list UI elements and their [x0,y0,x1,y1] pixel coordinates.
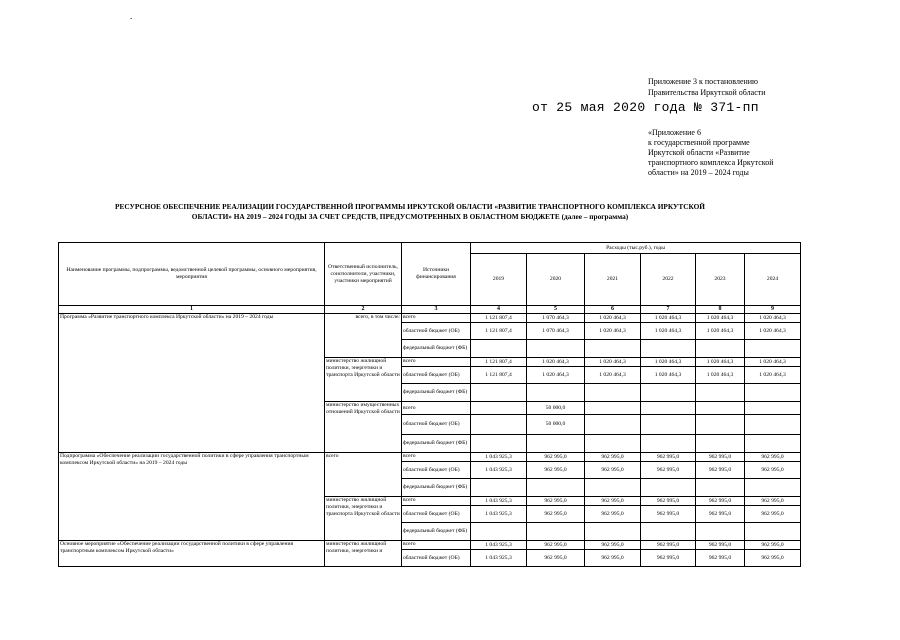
value-cell: 50 000,0 [527,402,585,415]
value-cell: 1 020 464,3 [745,367,801,384]
value-cell: 1 043 925,3 [471,550,527,567]
value-cell: 962 995,0 [585,462,641,479]
value-cell [745,415,801,435]
value-cell: 1 020 464,3 [527,358,585,367]
value-cell [745,402,801,415]
source-cell: федеральный бюджет (ФБ) [402,523,471,541]
value-cell: 1 020 464,3 [641,358,696,367]
value-cell: 1 020 464,3 [696,358,745,367]
value-cell [585,384,641,402]
header-year: 2022 [641,254,696,306]
executor-cell: министерство жилищной политики, энергетики и транспорта Иркутской области [325,358,402,402]
appendix-line: Приложение 3 к постановлению [648,77,759,86]
value-cell: 962 995,0 [745,462,801,479]
source-cell: федеральный бюджет (ФБ) [402,479,471,497]
value-cell: 1 020 464,3 [696,323,745,340]
source-cell: областной бюджет (ОБ) [402,506,471,523]
document-title [60,202,760,222]
value-cell: 962 995,0 [585,541,641,550]
scan-mark: . [130,11,133,21]
value-cell: 962 995,0 [641,462,696,479]
value-cell: 962 995,0 [527,506,585,523]
value-cell [471,523,527,541]
value-cell [641,340,696,358]
value-cell: 962 995,0 [585,453,641,462]
value-cell: 1 020 464,3 [641,323,696,340]
value-cell: 962 995,0 [641,506,696,523]
value-cell [696,340,745,358]
column-number: 2 [325,306,402,314]
table-row [59,541,801,550]
value-cell [641,402,696,415]
source-cell: всего [402,358,471,367]
order-reference: от 25 мая 2020 года № 371-пп [532,100,759,115]
value-cell: 962 995,0 [696,541,745,550]
value-cell: 962 995,0 [696,506,745,523]
subprogram-name: Подпрограмма «Обеспечение реализации государственной политики в сфере управления транспортным комплексом Иркутской области» на 2019 – 2024 годы [59,453,325,541]
value-cell: 962 995,0 [696,462,745,479]
annex-line: к государственной программе [648,138,750,147]
value-cell [641,415,696,435]
value-cell: 1 020 464,3 [641,314,696,323]
executor-cell: министерство жилищной политики, энергетики и транспорта Иркутской области [325,497,402,541]
annex-reference [648,128,774,178]
value-cell [585,479,641,497]
value-cell: 962 995,0 [527,462,585,479]
value-cell: 1 020 464,3 [745,323,801,340]
value-cell [471,402,527,415]
value-cell [471,435,527,453]
value-cell [745,340,801,358]
column-number: 8 [696,306,745,314]
value-cell [527,384,585,402]
value-cell: 962 995,0 [527,497,585,506]
value-cell: 1 020 464,3 [585,358,641,367]
value-cell: 1 043 925,3 [471,506,527,523]
value-cell [641,384,696,402]
value-cell: 1 020 464,3 [527,367,585,384]
value-cell [527,523,585,541]
source-cell: всего [402,541,471,550]
source-cell: областной бюджет (ОБ) [402,367,471,384]
value-cell: 962 995,0 [527,550,585,567]
value-cell: 962 995,0 [745,506,801,523]
value-cell: 962 995,0 [641,541,696,550]
value-cell [641,479,696,497]
value-cell: 962 995,0 [585,506,641,523]
column-number: 1 [59,306,325,314]
value-cell: 962 995,0 [641,453,696,462]
column-number: 9 [745,306,801,314]
value-cell: 1 121 807,4 [471,323,527,340]
value-cell: 1 070 464,3 [527,314,585,323]
value-cell: 1 043 925,3 [471,541,527,550]
value-cell: 962 995,0 [696,497,745,506]
header-executor: Ответственный исполнитель, соисполнители, участники, участники мероприятий [325,243,402,306]
executor-cell: всего [325,453,402,497]
value-cell [585,402,641,415]
value-cell [527,435,585,453]
header-name: Наименование программы, подпрограммы, ведомственной целевой программы, основного мероприятия, мероприятия [59,243,325,306]
source-cell: федеральный бюджет (ФБ) [402,384,471,402]
value-cell: 1 121 807,4 [471,314,527,323]
source-cell: областной бюджет (ОБ) [402,323,471,340]
header-year: 2024 [745,254,801,306]
header-source: Источники финансирования [402,243,471,306]
column-number: 7 [641,306,696,314]
header-year: 2020 [527,254,585,306]
value-cell: 962 995,0 [696,550,745,567]
source-cell: всего [402,497,471,506]
source-cell: федеральный бюджет (ФБ) [402,340,471,358]
value-cell: 1 043 925,3 [471,453,527,462]
source-cell: областной бюджет (ОБ) [402,415,471,435]
value-cell: 1 121 807,4 [471,358,527,367]
source-cell: всего [402,453,471,462]
value-cell: 1 020 464,3 [585,314,641,323]
value-cell: 962 995,0 [527,541,585,550]
source-cell: всего [402,402,471,415]
source-cell: областной бюджет (ОБ) [402,462,471,479]
annex-line: Иркутской области «Развитие [648,148,750,157]
executor-cell: министерство жилищной политики, энергетики и [325,541,402,567]
header-year: 2019 [471,254,527,306]
value-cell: 1 020 464,3 [585,367,641,384]
source-cell: всего [402,314,471,323]
title-line: ОБЛАСТИ» НА 2019 – 2024 ГОДЫ ЗА СЧЕТ СРЕДСТВ, ПРЕДУСМОТРЕННЫХ В ОБЛАСТНОМ БЮДЖЕТЕ (далее – программа) [191,212,629,221]
header-year: 2023 [696,254,745,306]
appendix-line: Правительства Иркутской области [648,88,766,97]
value-cell: 1 043 925,3 [471,497,527,506]
value-cell: 1 121 807,4 [471,367,527,384]
annex-line: транспортного комплекса Иркутской [648,158,774,167]
value-cell [641,523,696,541]
executor-cell: всего, в том числе: [325,314,402,358]
value-cell [585,523,641,541]
table-row [59,314,801,323]
value-cell [471,340,527,358]
value-cell: 962 995,0 [527,453,585,462]
value-cell [745,523,801,541]
value-cell: 962 995,0 [641,550,696,567]
value-cell [696,402,745,415]
value-cell [585,435,641,453]
column-number: 6 [585,306,641,314]
value-cell [696,523,745,541]
value-cell: 1 020 464,3 [745,314,801,323]
value-cell [745,435,801,453]
source-cell: федеральный бюджет (ФБ) [402,435,471,453]
appendix-header [648,76,766,98]
value-cell: 50 000,0 [527,415,585,435]
value-cell [696,384,745,402]
value-cell: 962 995,0 [585,550,641,567]
header-year: 2021 [585,254,641,306]
program-name: Программа «Развитие транспортного комплекса Иркутской области» на 2019 – 2024 годы [59,314,325,453]
value-cell: 962 995,0 [641,497,696,506]
value-cell: 1 020 464,3 [641,367,696,384]
annex-line: области» на 2019 – 2024 годы [648,168,749,177]
value-cell: 1 020 464,3 [745,358,801,367]
value-cell: 962 995,0 [585,497,641,506]
executor-cell: министерство имущественных отношений Иркутской области [325,402,402,453]
value-cell [585,340,641,358]
source-cell: областной бюджет (ОБ) [402,550,471,567]
title-line: РЕСУРСНОЕ ОБЕСПЕЧЕНИЕ РЕАЛИЗАЦИИ ГОСУДАРСТВЕННОЙ ПРОГРАММЫ ИРКУТСКОЙ ОБЛАСТИ «РАЗВИТИЕ ТРАНСПОРТНОГО КОМПЛЕКСА ИРКУТСКОЙ [115,202,705,211]
resource-table [58,242,801,567]
annex-line: «Приложение 6 [648,128,701,137]
value-cell [585,415,641,435]
value-cell: 962 995,0 [696,453,745,462]
value-cell [745,479,801,497]
value-cell [745,384,801,402]
value-cell: 962 995,0 [745,497,801,506]
value-cell: 962 995,0 [745,453,801,462]
value-cell [696,479,745,497]
table-row [59,453,801,462]
value-cell: 1 020 464,3 [696,367,745,384]
value-cell: 1 043 925,3 [471,462,527,479]
main-event-name: Основное мероприятие «Обеспечение реализации государственной политики в сфере управления транспортным комплексом Иркутской области» [59,541,325,567]
column-number: 5 [527,306,585,314]
header-expenses: Расходы (тыс.руб.), годы [471,243,801,254]
value-cell: 962 995,0 [745,550,801,567]
value-cell [527,479,585,497]
column-number: 4 [471,306,527,314]
value-cell: 1 070 464,3 [527,323,585,340]
value-cell [471,384,527,402]
value-cell [696,435,745,453]
value-cell [696,415,745,435]
value-cell [471,415,527,435]
column-number: 3 [402,306,471,314]
value-cell: 1 020 464,3 [696,314,745,323]
value-cell: 962 995,0 [745,541,801,550]
value-cell: 1 020 464,3 [585,323,641,340]
value-cell [641,435,696,453]
value-cell [471,479,527,497]
value-cell [527,340,585,358]
